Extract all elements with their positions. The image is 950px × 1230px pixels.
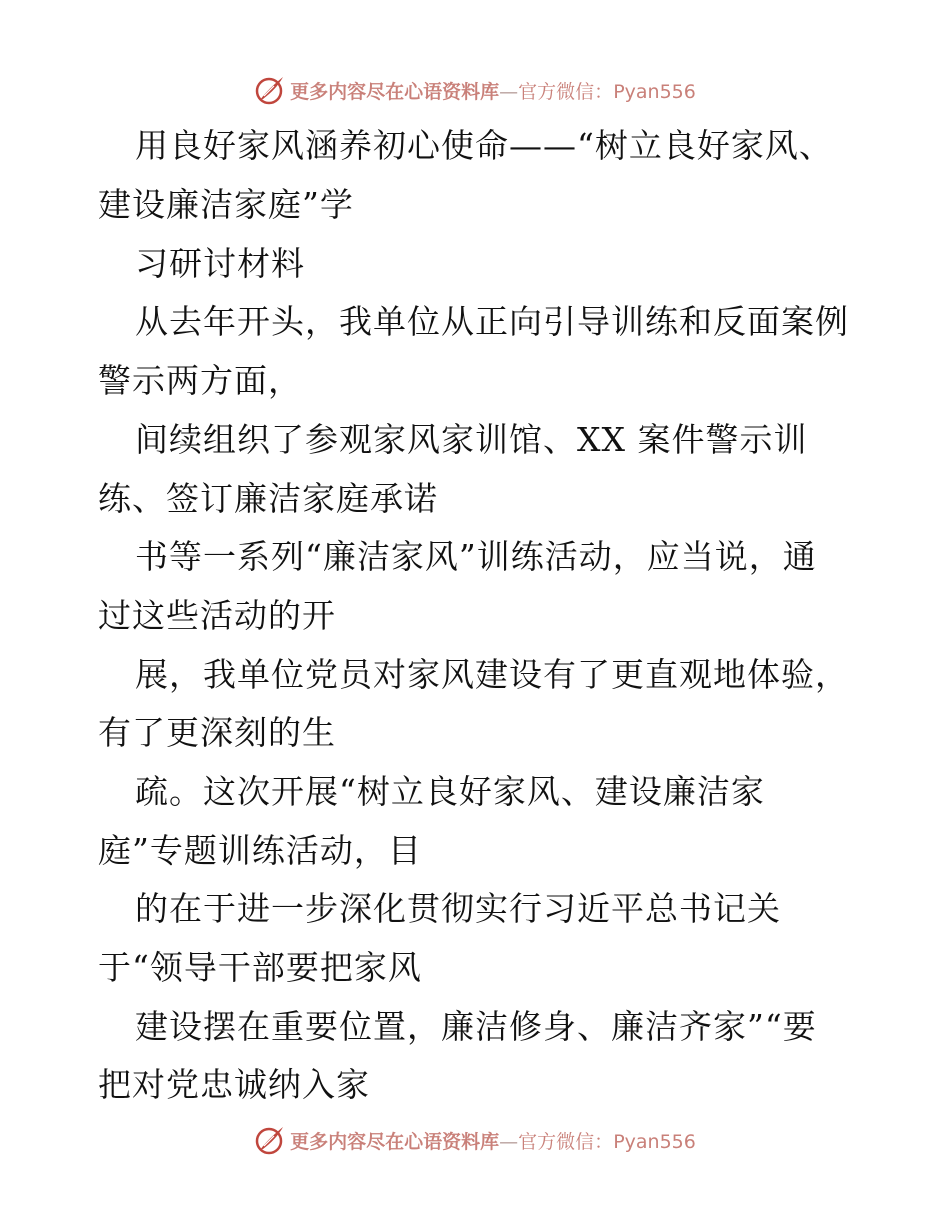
- doc-line-4: 从去年开头，我单位从正向引导训练和反面案例: [135, 302, 849, 341]
- footer-promo-text: 更多内容尽在心语资料库: [290, 1130, 500, 1153]
- doc-line-13: 庭”专题训练活动，目: [98, 831, 422, 870]
- doc-line-2: 建设廉洁家庭”学: [98, 185, 354, 224]
- doc-line-9: 过这些活动的开: [98, 596, 336, 635]
- doc-line-16: 建设摆在重要位置，廉洁修身、廉洁齐家”“要: [135, 1007, 817, 1046]
- footer-banner-text: [290, 1127, 696, 1154]
- doc-line-8: 书等一系列“廉洁家风”训练活动，应当说，通: [135, 537, 817, 576]
- doc-line-6: 间续组织了参观家风家训馆、XX 案件警示训: [135, 420, 808, 459]
- doc-line-1: 用良好家风涵养初心使命——“树立良好家风、: [135, 126, 833, 165]
- quill-pen-logo-icon: [254, 1124, 286, 1156]
- doc-line-15: 于“领导干部要把家风: [98, 948, 422, 987]
- header-banner: [0, 70, 950, 110]
- doc-line-17: 把对党忠诚纳入家: [98, 1065, 370, 1104]
- doc-line-14: 的在于进一步深化贯彻实行习近平总书记关: [135, 889, 781, 928]
- header-wechat-label: 官方微信：: [518, 80, 614, 103]
- header-separator: —: [499, 80, 519, 103]
- header-promo-text: 更多内容尽在心语资料库: [290, 80, 500, 103]
- doc-line-3: 习研讨材料: [135, 244, 305, 283]
- header-wechat-id: Pyan556: [613, 80, 696, 103]
- doc-line-7: 练、签订廉洁家庭承诺: [98, 479, 438, 518]
- doc-line-12: 疏。这次开展“树立良好家风、建设廉洁家: [135, 772, 765, 811]
- footer-separator: —: [499, 1130, 519, 1153]
- footer-wechat-label: 官方微信：: [518, 1130, 614, 1153]
- doc-line-10: 展，我单位党员对家风建设有了更直观地体验，: [135, 655, 849, 694]
- footer-wechat-id: Pyan556: [613, 1130, 696, 1153]
- header-banner-text: [290, 77, 696, 104]
- doc-line-5: 警示两方面，: [98, 361, 302, 400]
- doc-line-11: 有了更深刻的生: [98, 713, 336, 752]
- quill-pen-logo-icon: [254, 74, 286, 106]
- footer-banner: [0, 1120, 950, 1160]
